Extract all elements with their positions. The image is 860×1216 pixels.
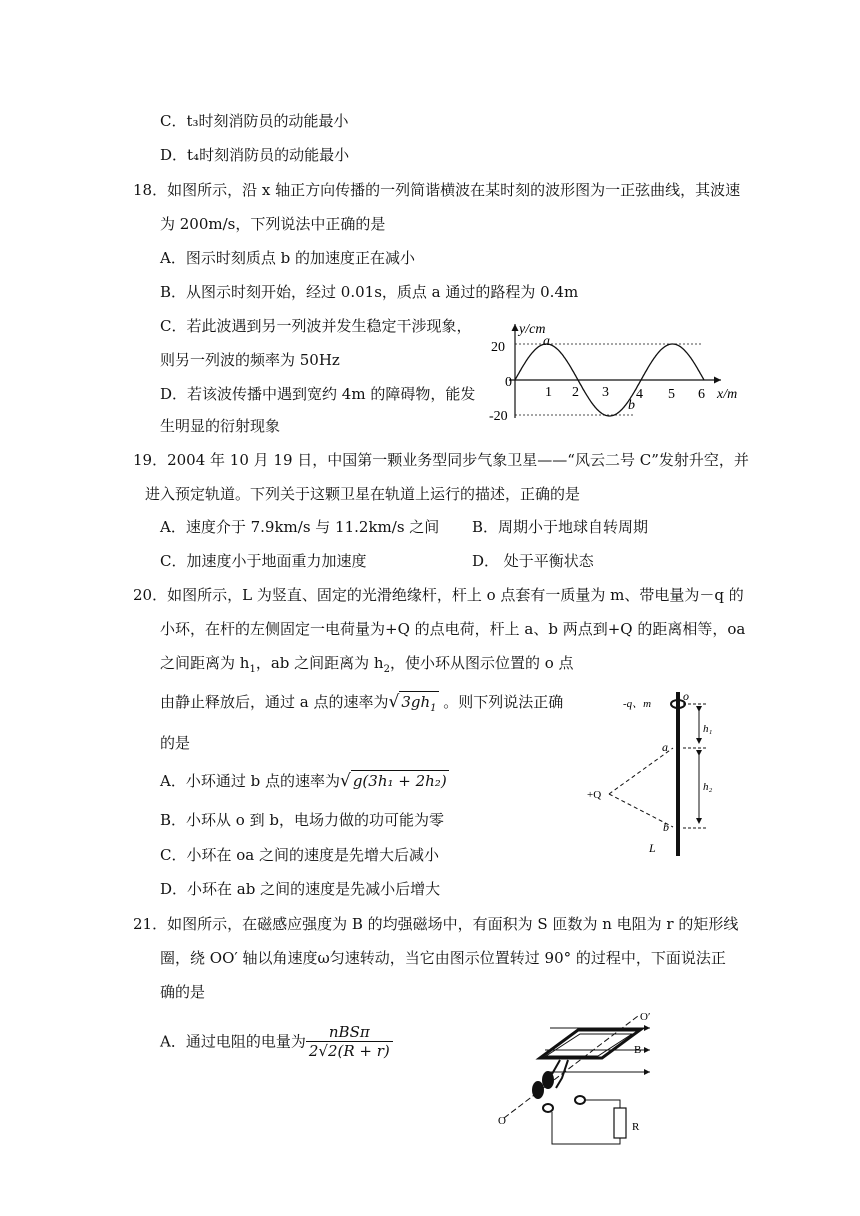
q18-option-b: B．从图示时刻开始，经过 0.01s，质点 a 通过的路程为 0.4m (160, 283, 579, 301)
q18-option-d-line2: 生明显的衍射现象 (160, 417, 281, 435)
q18-option-d-line1: D．若该波传播中遇到宽约 4m 的障碍物，能发 (160, 385, 476, 403)
x-tick-1: 1 (545, 385, 552, 400)
ring-label: -q、m (623, 698, 652, 710)
q21-option-a: A．通过电阻的电量为 $\frac{\text{nBSπ}}{2√2(R + r)}$ (160, 1023, 393, 1060)
point-b-label: b (663, 820, 669, 834)
point-b-label: b (628, 398, 635, 413)
r-label: R (632, 1121, 640, 1133)
x-tick-5: 5 (668, 387, 675, 402)
q18-option-a: A．图示时刻质点 b 的加速度正在减小 (160, 249, 415, 267)
q21-stem-line1: 21．如图所示，在磁感应强度为 B 的均强磁场中，有面积为 S 匝数为 n 电阻为 r 的矩形线 (133, 915, 739, 933)
q20-option-d: D．小环在 ab 之间的速度是先减小后增大 (160, 880, 441, 898)
q20-stem-line4: 由静止释放后，通过 a 点的速率为√ $3gh_1$ 。则下列说法正确 (160, 691, 563, 719)
q20-stem-line3: 之间距离为 $h_1$，ab 之间距离为 $h_2$，使小环从图示位置的 o 点 (160, 654, 574, 675)
q19-option-c: C．加速度小于地面重力加速度 (160, 552, 367, 570)
b-label: B (634, 1044, 642, 1056)
q19-option-b: B．周期小于地球自转周期 (472, 518, 649, 536)
q18-stem-line2: 为 200m/s，下列说法中正确的是 (160, 215, 386, 233)
slip-ring (532, 1081, 544, 1099)
coil-figure (490, 1008, 670, 1148)
o-prime-label: O′ (640, 1011, 651, 1023)
q20-stem-line5: 的是 (160, 734, 191, 752)
o-label: O (498, 1115, 506, 1127)
q19-option-d: D． 处于平衡状态 (472, 552, 594, 570)
y-tick-neg20: -20 (489, 409, 508, 424)
q20-option-a: A．小环通过 b 点的速率为√ g(3h₁ + 2h₂) (160, 771, 447, 791)
x-tick-6: 6 (698, 387, 705, 402)
q19-stem-line1: 19．2004 年 10 月 19 日，中国第一颗业务型同步气象卫星——“风云二号 C”发射升空，并 (133, 451, 749, 469)
q18-stem-line1: 18．如图所示，沿 x 轴正方向传播的一列简谐横波在某时刻的波形图为一正弦曲线，其波速 (133, 181, 741, 199)
q18-option-c-line1: C．若此波遇到另一列波并发生稳定干涉现象， (160, 317, 472, 335)
q19-stem-line2: 进入预定轨道。下列关于这颗卫星在轨道上运行的描述，正确的是 (145, 485, 581, 503)
point-o-label: o (683, 690, 689, 703)
charge-label: +Q (587, 789, 602, 801)
x-tick-2: 2 (572, 385, 579, 400)
x-tick-4: 4 (636, 387, 643, 402)
y-tick-20: 20 (491, 340, 505, 355)
h2-label: h₂ (703, 781, 713, 793)
q20-stem-line2: 小环，在杆的左侧固定一电荷量为+Q 的点电荷，杆上 a、b 两点到+Q 的距离相等，oa (160, 620, 746, 638)
x-axis-label: x/m (717, 387, 738, 402)
q21-stem-line3: 确的是 (160, 983, 206, 1001)
q20-option-c: C．小环在 oa 之间的速度是先增大后减小 (160, 846, 439, 864)
q19-option-a: A．速度介于 7.9km/s 与 11.2km/s 之间 (160, 518, 440, 536)
wave-graph (485, 318, 745, 424)
y-axis-label: y/cm (519, 322, 546, 337)
point-a-label: a (662, 740, 668, 754)
ring-rod-figure (585, 690, 735, 860)
rod-label: L (649, 841, 656, 855)
resistor (614, 1108, 626, 1138)
q20-stem-line1: 20．如图所示，L 为竖直、固定的光滑绝缘杆，杆上 o 点套有一质量为 m、带电量为－q 的 (133, 586, 744, 604)
y-tick-0: 0 (505, 375, 512, 390)
q18-option-c-line2: 则另一列波的频率为 50Hz (160, 351, 340, 369)
q21-stem-line2: 圈，绕 OO′ 轴以角速度ω匀速转动，当它由图示位置转过 90° 的过程中，下面说法正 (160, 949, 726, 967)
q17-option-c: C．t₃时刻消防员的动能最小 (160, 112, 349, 130)
h1-label: h₁ (703, 723, 713, 735)
q20-option-b: B．小环从 o 到 b，电场力做的功可能为零 (160, 811, 444, 829)
q17-option-d: D．t₄时刻消防员的动能最小 (160, 146, 350, 164)
x-tick-3: 3 (602, 385, 609, 400)
point-a-label: a (543, 334, 550, 349)
